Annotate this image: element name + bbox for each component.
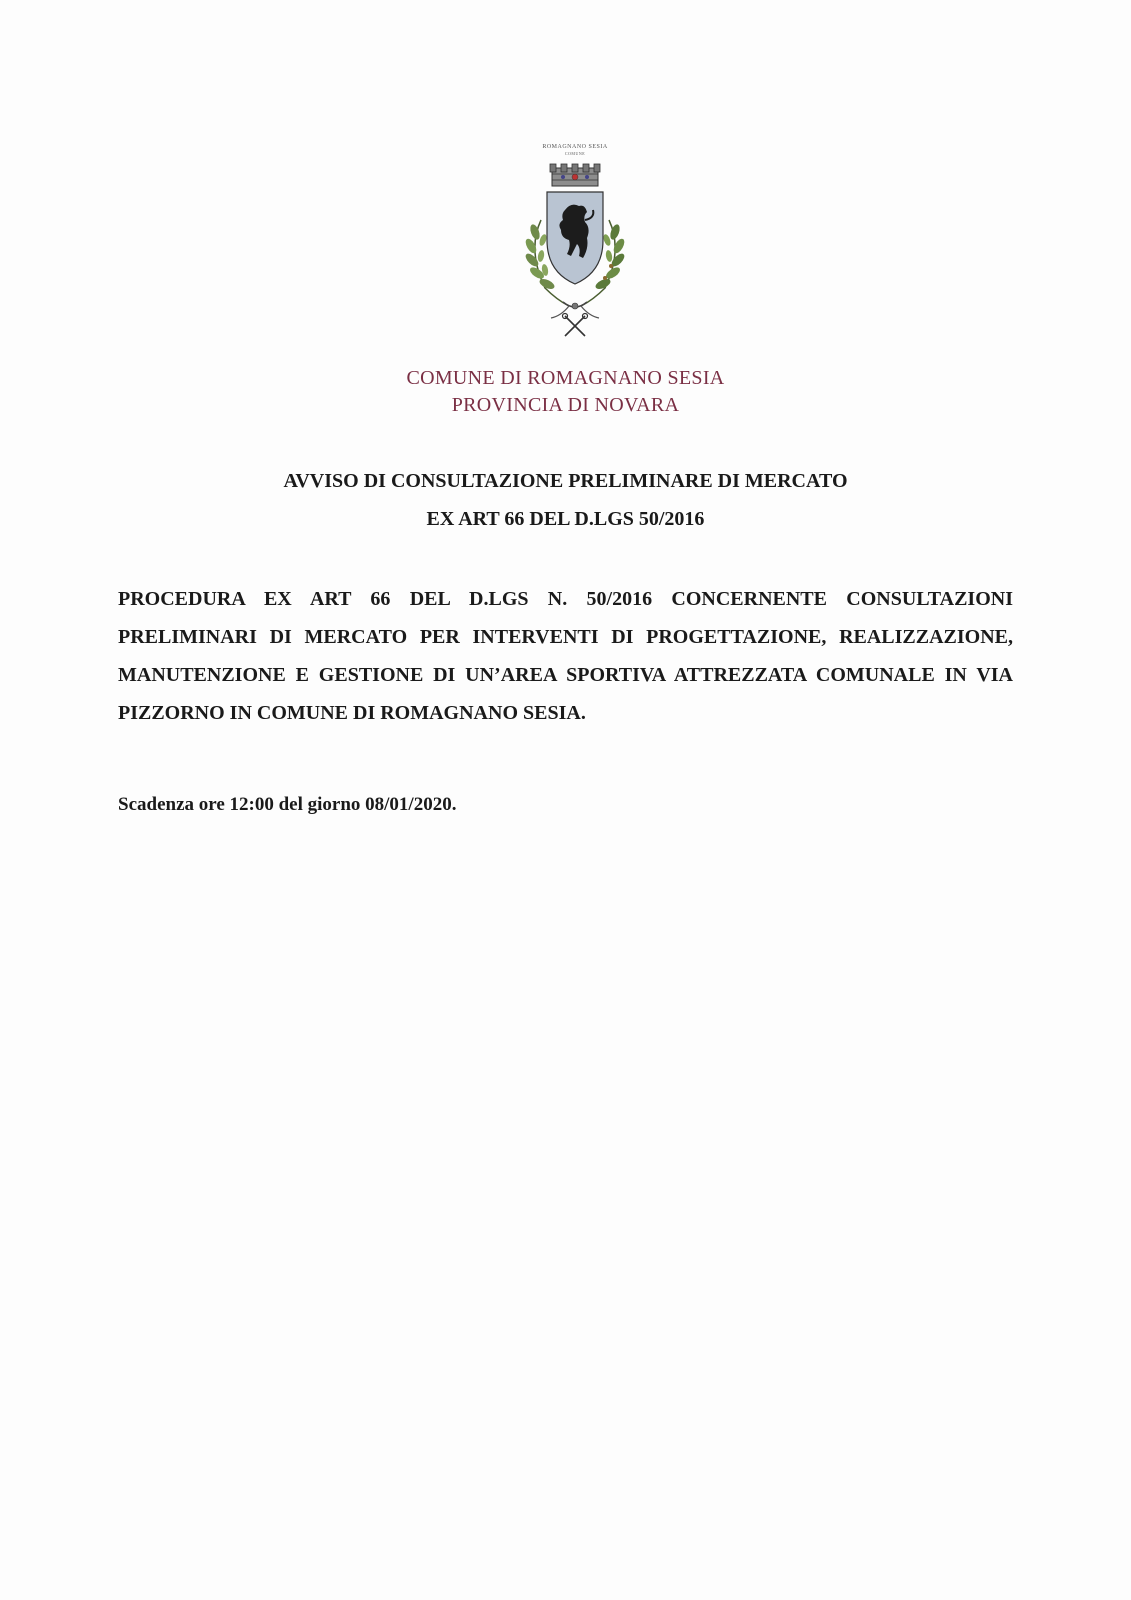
crest-caption bbox=[505, 144, 645, 156]
crown-icon bbox=[550, 164, 600, 186]
issuer-municipality: COMUNE DI ROMAGNANO SESIA bbox=[406, 367, 725, 389]
crest-emblem-icon bbox=[505, 160, 645, 340]
notice-title: AVVISO DI CONSULTAZIONE PRELIMINARE DI MERCATO bbox=[283, 470, 848, 492]
procedure-description: PROCEDURA EX ART 66 DEL D.LGS N. 50/2016 CONCERNENTE CONSULTAZIONI PRELIMINARI DI MERCATO PER INTERVENTI DI PROGETTAZIONE, REALIZZAZIONE, MANUTENZIONE E GESTIONE DI UN’AREA SPORTIVA ATTREZZATA COMUNALE IN VIA PIZZORNO IN COMUNE DI ROMAGNANO SESIA. bbox=[118, 588, 1013, 724]
notice-subtitle: EX ART 66 DEL D.LGS 50/2016 bbox=[426, 508, 705, 530]
shield-icon bbox=[547, 192, 603, 284]
issuer-province: PROVINCIA DI NOVARA bbox=[451, 394, 680, 416]
crest-caption-name: ROMAGNANO SESIA bbox=[542, 144, 608, 150]
crossed-keys-icon bbox=[563, 314, 588, 337]
ribbon-icon bbox=[551, 302, 599, 318]
crest-caption-sub: COMUNE bbox=[564, 151, 586, 156]
deadline-text: Scadenza ore 12:00 del giorno 08/01/2020. bbox=[118, 794, 457, 815]
municipal-crest bbox=[505, 144, 645, 344]
